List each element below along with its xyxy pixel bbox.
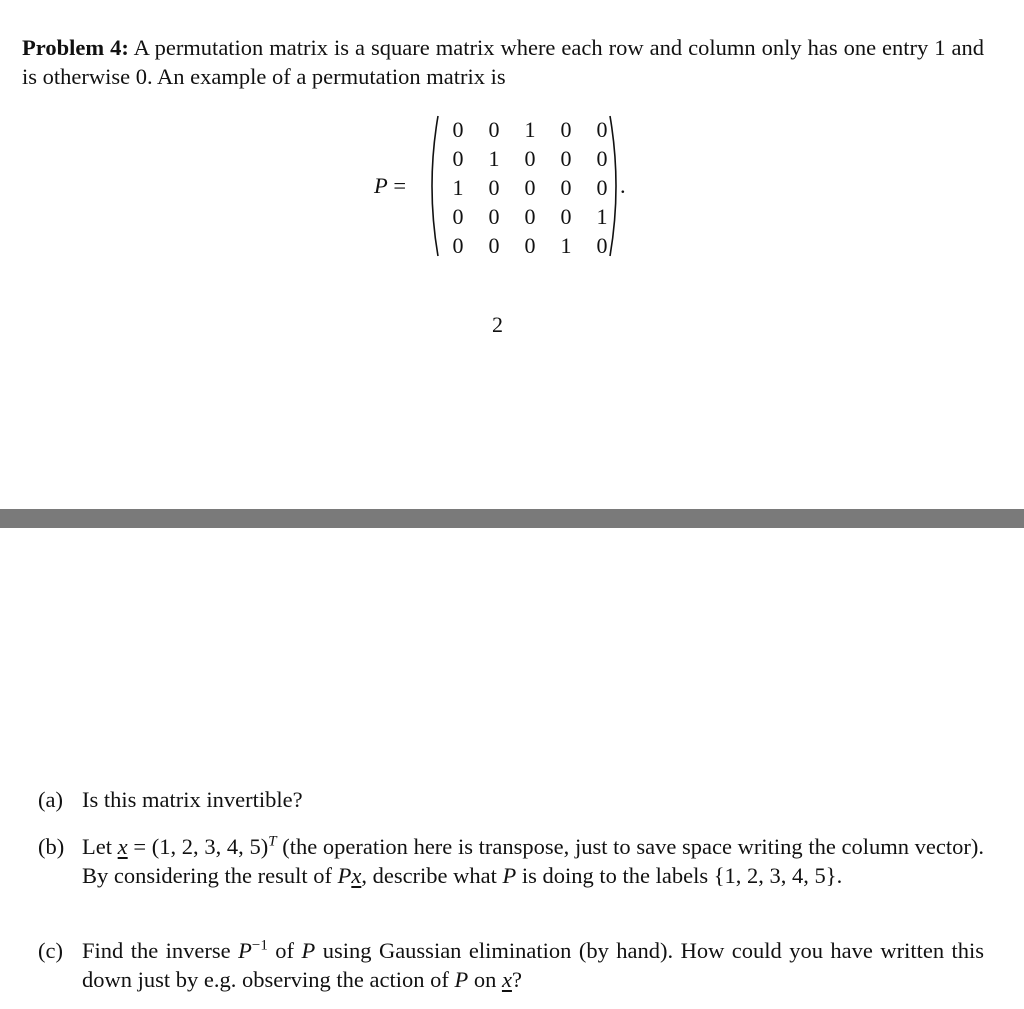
permutation-matrix-display (370, 113, 640, 259)
left-paren (432, 116, 438, 256)
matrix-entry: 0 (596, 117, 608, 142)
b-let: Let (82, 834, 112, 859)
question-a-label: (a) (38, 787, 63, 812)
c-P: P (238, 938, 252, 963)
page-3-top (0, 530, 1024, 1009)
b-describe: , describe what (361, 863, 497, 888)
matrix-entry: 0 (596, 146, 608, 171)
page-separator (0, 508, 1024, 530)
matrix-entry: 0 (488, 204, 500, 229)
matrix-entry: 0 (560, 146, 572, 171)
matrix-entry: 0 (596, 175, 608, 200)
question-a-text: Is this matrix invertible? (82, 787, 303, 812)
question-c-label: (c) (38, 938, 63, 963)
c-P3: P (454, 967, 469, 992)
matrix-entry: 0 (452, 233, 464, 258)
matrix-entry: 0 (596, 233, 608, 258)
matrix-entry: 1 (524, 117, 536, 142)
problem-label: Problem 4: (22, 35, 129, 60)
matrix-entry: 0 (452, 146, 464, 171)
question-c (38, 936, 984, 994)
b-vector-values: = (1, 2, 3, 4, 5) (133, 834, 269, 859)
question-b-text (82, 832, 984, 890)
c-P2: P (301, 938, 316, 963)
c-find: Find the inverse (82, 938, 231, 963)
c-on: on (473, 967, 497, 992)
question-b-label: (b) (38, 834, 65, 859)
matrix-entry: 0 (524, 146, 536, 171)
b-P: P (337, 863, 352, 888)
matrix-end-period: . (620, 173, 626, 198)
matrix-entry: 1 (488, 146, 500, 171)
b-mid-text: (the operation here is transpose, just to save space writing the column vector). By considering the result of (82, 834, 985, 888)
matrix-entry: 0 (524, 175, 536, 200)
matrix-entry: 1 (560, 233, 572, 258)
b-x2: x (351, 863, 362, 888)
matrix-entry: 0 (488, 175, 500, 200)
c-of: of (275, 938, 295, 963)
matrix-entry: 1 (452, 175, 464, 200)
matrix-entry: 0 (560, 117, 572, 142)
question-a (38, 785, 984, 814)
matrix-entry: 0 (560, 175, 572, 200)
matrix-entry: 0 (488, 233, 500, 258)
matrix-entry: 0 (452, 204, 464, 229)
c-inverse-mark: −1 (251, 937, 268, 954)
question-c-text (82, 936, 984, 994)
page-number: 2 (492, 312, 503, 337)
matrix-entry: 1 (596, 204, 608, 229)
problem-intro: A permutation matrix is a square matrix where each row and column only has one entry 1 and is otherwise 0. An example of a permutation matrix is (22, 35, 985, 89)
c-end: ? (511, 967, 522, 992)
matrix-entry: 0 (524, 204, 536, 229)
b-transpose-mark: T (268, 833, 277, 850)
c-mid-text: using Gaussian elimination (by hand). How could you have written this down just by e.g. observing the action of (82, 938, 985, 992)
b-tail: is doing to the labels {1, 2, 3, 4, 5}. (521, 863, 843, 888)
matrix-lhs (374, 171, 406, 200)
matrix-entry: 0 (560, 204, 572, 229)
matrix-entries (440, 115, 620, 260)
matrix-entry: 0 (452, 117, 464, 142)
c-x: x (501, 967, 512, 992)
matrix-entry: 0 (524, 233, 536, 258)
problem-statement (22, 33, 984, 91)
matrix-name: P (374, 173, 388, 198)
page-separator-bar (0, 509, 1024, 528)
question-b (38, 832, 984, 890)
matrix-entry: 0 (488, 117, 500, 142)
equals-sign: = (393, 173, 407, 198)
b-vector-x: x (117, 834, 128, 859)
b-P2: P (502, 863, 517, 888)
